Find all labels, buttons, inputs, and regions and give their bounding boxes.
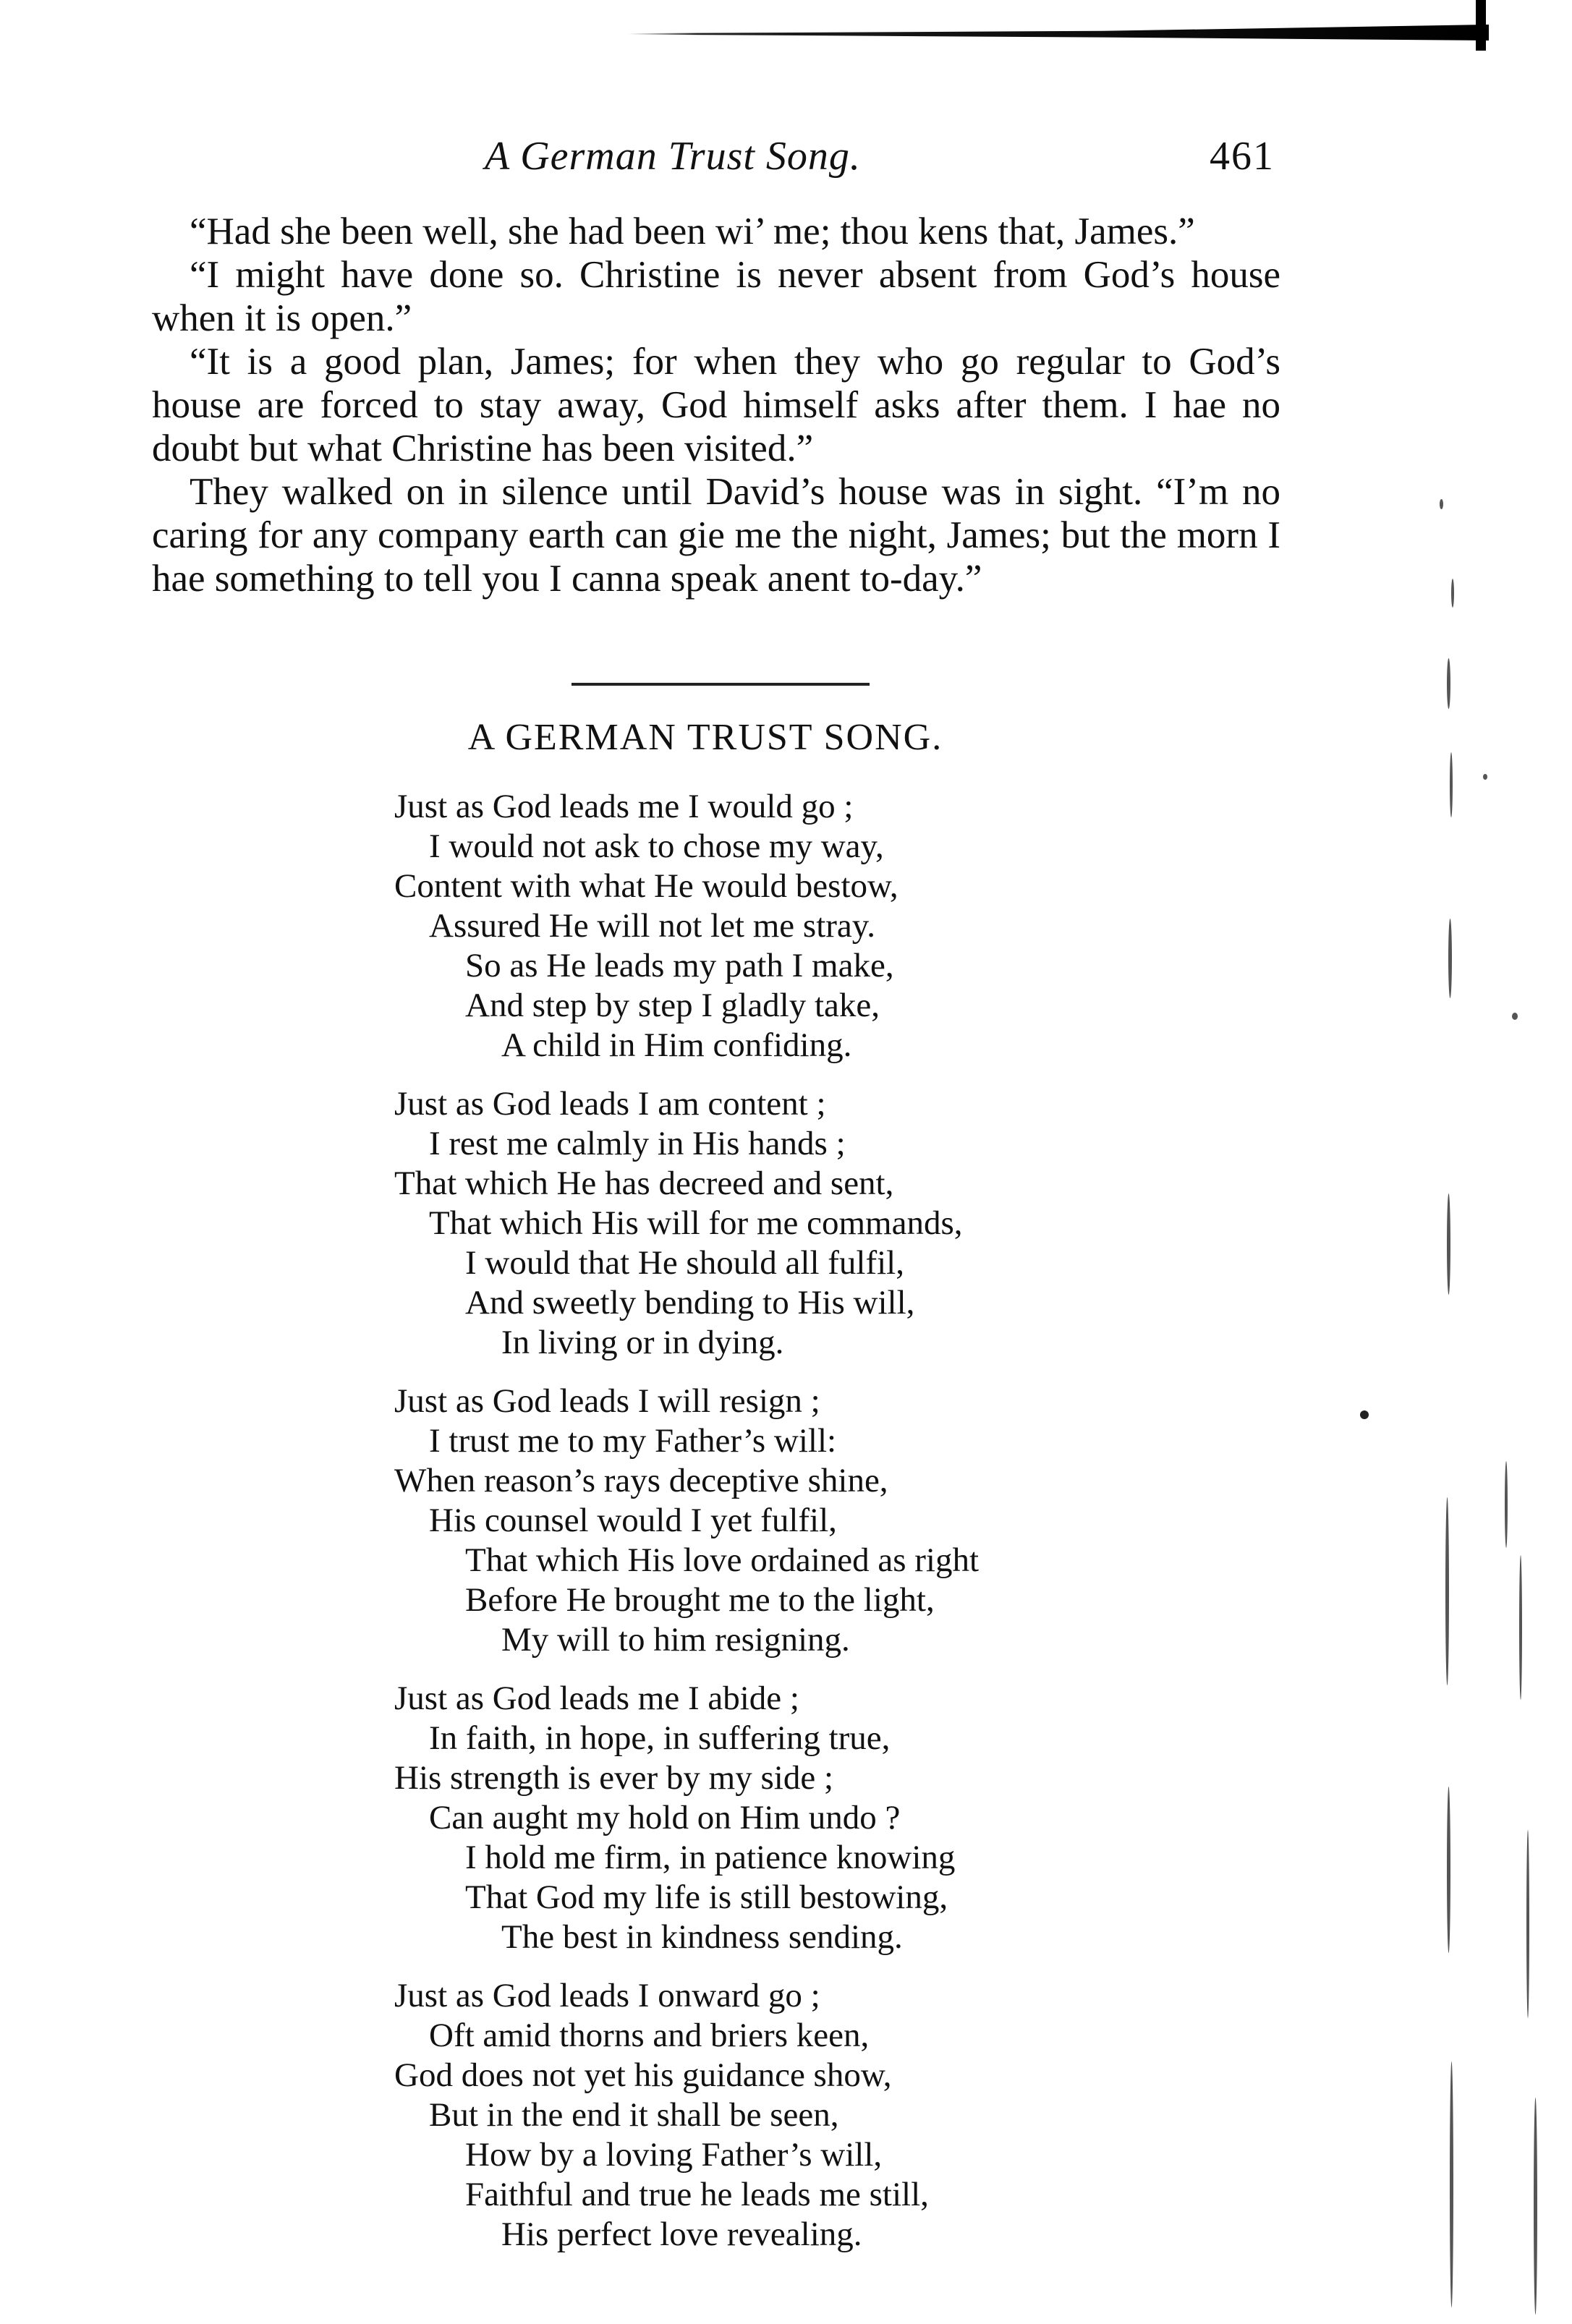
scan-speck: [1450, 2061, 1453, 2307]
poem-line: I hold me firm, in patience knowing: [465, 1839, 956, 1876]
stanza: [394, 787, 1118, 1065]
scan-speck: [1505, 1461, 1508, 1548]
poem-line: That God my life is still bestowing,: [465, 1878, 948, 1916]
poem-line: Assured He will not let me stray.: [429, 907, 875, 945]
poem-line: His counsel would I yet fulfil,: [429, 1502, 837, 1539]
scan-speck: [1440, 499, 1443, 509]
poem-line: And sweetly bending to His will,: [465, 1284, 915, 1321]
poem-line: Just as God leads I onward go ;: [394, 1977, 820, 2014]
poem-line: I rest me calmly in His hands ;: [429, 1125, 846, 1162]
scan-speck: [1483, 774, 1487, 780]
poem-line: Just as God leads me I would go ;: [394, 788, 854, 825]
poem-line: I would that He should all fulfil,: [465, 1244, 904, 1282]
page-edge-mark: [1476, 0, 1486, 51]
poem-line: How by a loving Father’s will,: [465, 2136, 883, 2174]
poem-line: Just as God leads I will resign ;: [394, 1382, 820, 1420]
poem-line: Just as God leads I am content ;: [394, 1085, 826, 1123]
poem-line: God does not yet his guidance show,: [394, 2056, 892, 2094]
poem-line: Content with what He would bestow,: [394, 867, 898, 905]
prose-paragraph: “It is a good plan, James; for when they who go regular to God’s house are forced to stay away, God himself asks after them. I hae no doubt but what Christine has been visited.”: [152, 341, 1280, 469]
stanza: [394, 1084, 1118, 1363]
scan-speck: [1519, 1555, 1522, 1700]
scan-speck: [1447, 1787, 1450, 1953]
section-divider: [572, 683, 870, 686]
poem-line: That which He has decreed and sent,: [394, 1165, 894, 1202]
poem: [394, 787, 1118, 2273]
poem-line: His perfect love revealing.: [501, 2216, 862, 2253]
poem-line: His strength is ever by my side ;: [394, 1759, 834, 1797]
poem-line: The best in kindness sending.: [501, 1918, 903, 1956]
prose-paragraph: They walked on in silence until David’s house was in sight. “I’m no caring for any company earth can gie me the night, James; but the morn I hae something to tell you I canna speak anent to-day.”: [152, 471, 1280, 600]
page-number: 461: [1210, 134, 1275, 179]
poem-line: Oft amid thorns and briers keen,: [429, 2017, 870, 2054]
scan-speck: [1447, 1193, 1450, 1295]
scan-speck: [1451, 579, 1454, 608]
running-head: [0, 124, 1572, 190]
poem-line: Just as God leads me I abide ;: [394, 1680, 799, 1717]
scan-edge-noise: [1418, 470, 1563, 2322]
poem-line: I would not ask to chose my way,: [429, 827, 884, 865]
poem-line: A child in Him confiding.: [501, 1026, 852, 1064]
poem-line: That which His will for me commands,: [429, 1204, 963, 1242]
scan-speck: [1448, 919, 1452, 998]
stanza: [394, 1976, 1118, 2255]
poem-line: Faithful and true he leads me still,: [465, 2176, 929, 2213]
stanza: [394, 1679, 1118, 1957]
scan-speck: [1526, 1830, 1529, 2018]
poem-line: So as He leads my path I make,: [465, 947, 894, 984]
poem-line: Can aught my hold on Him undo ?: [429, 1799, 901, 1836]
scan-speck: [1360, 1410, 1369, 1419]
scan-speck: [1445, 1497, 1449, 1685]
scan-speck: [1447, 658, 1450, 709]
scan-speck: [1512, 1013, 1518, 1020]
poem-line: My will to him resigning.: [501, 1621, 850, 1659]
top-scan-rule: [628, 25, 1489, 41]
poem-line: When reason’s rays deceptive shine,: [394, 1462, 888, 1499]
poem-line: In faith, in hope, in suffering true,: [429, 1719, 891, 1757]
prose-section: [152, 210, 1280, 600]
poem-title: A GERMAN TRUST SONG.: [467, 717, 943, 758]
stanza: [394, 1382, 1118, 1660]
scan-speck: [1534, 2098, 1537, 2315]
scan-speck: [1450, 752, 1453, 817]
poem-line: Before He brought me to the light,: [465, 1581, 935, 1619]
poem-line: I trust me to my Father’s will:: [429, 1422, 837, 1460]
running-title: A German Trust Song.: [485, 134, 861, 179]
poem-line: That which His love ordained as right: [465, 1541, 980, 1579]
prose-paragraph: “Had she been well, she had been wi’ me; thou kens that, James.”: [190, 210, 1195, 252]
poem-line: But in the end it shall be seen,: [429, 2096, 839, 2134]
poem-line: In living or in dying.: [501, 1324, 784, 1361]
poem-line: And step by step I gladly take,: [465, 987, 880, 1024]
prose-paragraph: “I might have done so. Christine is never absent from God’s house when it is open.”: [152, 254, 1280, 339]
